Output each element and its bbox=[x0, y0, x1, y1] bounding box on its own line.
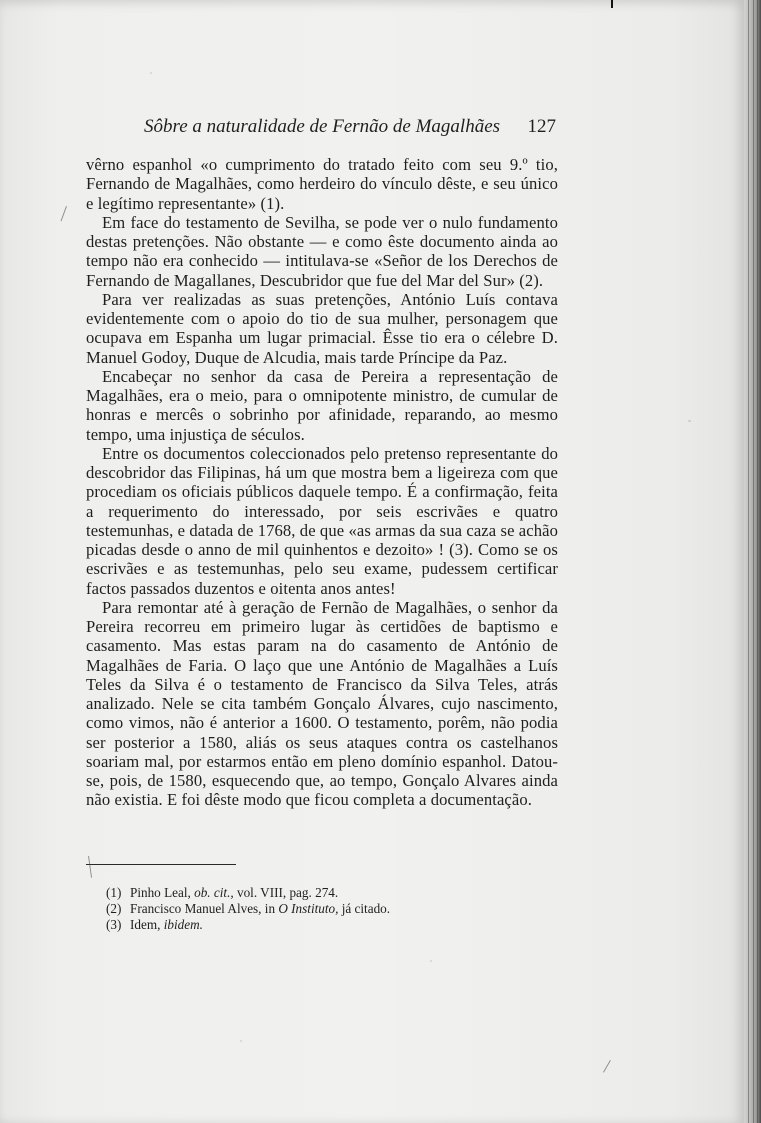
footnote-text: Pinho Leal, bbox=[130, 885, 195, 900]
footnote-italic: ob. cit., bbox=[194, 885, 234, 900]
page-top-mark bbox=[611, 0, 613, 8]
page-edge-line bbox=[753, 0, 754, 1123]
paper-speck bbox=[150, 72, 152, 74]
footnote-mark: (3) bbox=[106, 917, 122, 932]
paragraph: vêrno espanhol «o cumprimento do tratado feito com seu 9.º tio, Fernando de Magalhães, como herdeiro do vínculo dêste, e seu único e legítimo representante» (1). bbox=[86, 155, 558, 213]
footnote bbox=[106, 901, 526, 917]
paper-speck bbox=[688, 420, 691, 422]
pencil-mark bbox=[603, 1060, 611, 1073]
footnote-mark: (1) bbox=[106, 885, 122, 900]
footnote bbox=[106, 917, 526, 933]
footnote-text: vol. VIII, pag. 274. bbox=[233, 885, 339, 900]
footnotes bbox=[106, 885, 526, 933]
footnote-text: Idem, bbox=[130, 917, 164, 932]
pencil-mark bbox=[88, 856, 92, 878]
page-edge-line bbox=[748, 0, 749, 1123]
paragraph: Para ver realizadas as suas pretenções, António Luís contava evidentemente com o apoio do tio de sua mulher, personagem que ocupava em Espanha um lugar primacial. Êsse tio era o célebre D. Manuel Godoy, Duque de Alcudia, mais tarde Príncipe da Paz. bbox=[86, 289, 558, 367]
paragraph: Entre os documentos coleccionados pelo pretenso representante do descobridor das Filipinas, há um que mostra bem a ligeireza com que procediam os oficiais públicos daquele tempo. É a confirmação, feita a requerimento do interessado, por seis escrivães e quatro testemunhas, e datada de 1768, de que «as armas da sua caza se achão picadas desde o anno de mil quinhentos e dezoito» ! (3). Como se os escrivães e as testemunhas, pelo seu exame, pudessem certificar factos passados duzentos e oitenta anos antes! bbox=[86, 443, 558, 598]
paper-speck bbox=[430, 960, 432, 962]
paragraph: Em face do testamento de Sevilha, se pode ver o nulo fundamento destas pretenções. Não obstante — e como êste documento ainda ao tempo não era conhecido — intitulava-se «Señor de los Derechos de Fernando de Magallanes, Descubridor que fue del Mar del Sur» (2). bbox=[86, 212, 558, 290]
page-edge bbox=[744, 0, 761, 1123]
footnote-italic: O Instituto, bbox=[278, 901, 339, 916]
paragraph: Para remontar até à geração de Fernão de Magalhães, o senhor da Pereira recorreu em primeiro lugar às certidões de baptismo e casamento. Mas estas param na do casamento de António de Magalhães de Faria. O laço que une António de Magalhães a Luís Teles da Silva é o testamento de Francisco da Silva Teles, atrás analizado. Nele se cita também Gonçalo Álvares, cujo nascimento, como vimos, não é anterior a 1600. O testamento, porêm, não podia ser posterior a 1580, aliás os seus ataques contra os castelhanos soariam mal, por estarmos então em pleno domínio espanhol. Datou-se, pois, de 1580, esquecendo que, ao tempo, Gonçalo Alvares ainda não existia. E foi dêste modo que ficou completa a documentação. bbox=[86, 597, 558, 810]
footnote-separator bbox=[86, 864, 236, 865]
running-title: Sôbre a naturalidade de Fernão de Magalhães bbox=[144, 116, 501, 137]
footnote-italic: ibidem. bbox=[163, 917, 203, 932]
footnote-text: já citado. bbox=[338, 901, 391, 916]
paragraph: Encabeçar no senhor da casa de Pereira a representação de Magalhães, era o meio, para o omnipotente ministro, de cumular de honras e mercês o sobrinho por afinidade, reparando, ao mesmo tempo, uma injustiça de séculos. bbox=[86, 366, 558, 444]
page-number: 127 bbox=[527, 116, 556, 137]
footnote-text: Francisco Manuel Alves, in bbox=[130, 901, 279, 916]
running-head bbox=[86, 115, 556, 139]
paper-speck bbox=[240, 1040, 242, 1042]
footnote bbox=[106, 885, 526, 901]
page-edge-line bbox=[757, 0, 758, 1123]
pencil-mark bbox=[61, 206, 67, 221]
footnote-mark: (2) bbox=[106, 901, 122, 916]
body-text bbox=[86, 155, 558, 810]
